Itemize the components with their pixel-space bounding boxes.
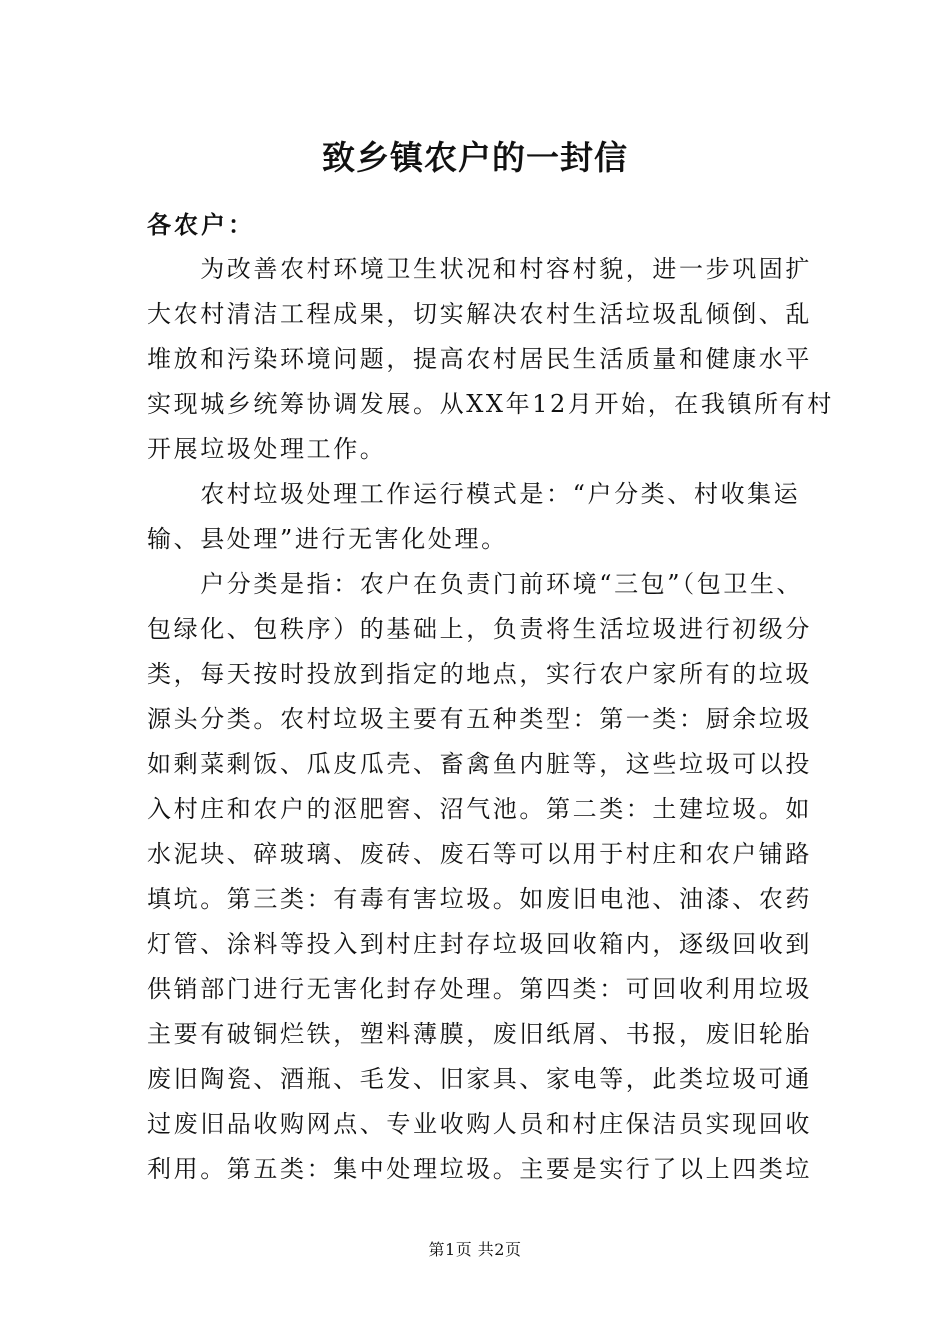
body-line: 利用。第五类：集中处理垃圾。主要是实行了以上四类垃 [147, 1155, 812, 1183]
body-line: 灯管、涂料等投入到村庄封存垃圾回收箱内，逐级回收到 [147, 930, 812, 958]
body-line: 为改善农村环境卫生状况和村容村貌，进一步巩固扩 [147, 255, 812, 283]
body-line: 大农村清洁工程成果，切实解决农村生活垃圾乱倾倒、乱 [147, 300, 812, 328]
body-line: 填坑。第三类：有毒有害垃圾。如废旧电池、油漆、农药 [147, 885, 812, 913]
document-title: 致乡镇农户的一封信 [322, 138, 628, 177]
body-line: 包绿化、包秩序）的基础上，负责将生活垃圾进行初级分 [147, 615, 812, 643]
body-line: 户分类是指：农户在负责门前环境“三包”（包卫生、 [147, 570, 804, 598]
greeting: 各农户： [147, 210, 255, 239]
body-line: 类，每天按时投放到指定的地点，实行农户家所有的垃圾 [147, 660, 812, 688]
body-line: 源头分类。农村垃圾主要有五种类型：第一类：厨余垃圾 [147, 705, 812, 733]
body-line: 堆放和污染环境问题，提高农村居民生活质量和健康水平 [147, 345, 812, 373]
body-line: 如剩菜剩饭、瓜皮瓜壳、畜禽鱼内脏等，这些垃圾可以投 [147, 750, 812, 778]
body-line: 入村庄和农户的沤肥窖、沼气池。第二类：土建垃圾。如 [147, 795, 812, 823]
body-line: 废旧陶瓷、酒瓶、毛发、旧家具、家电等，此类垃圾可通 [147, 1065, 812, 1093]
body-line: 开展垃圾处理工作。 [147, 435, 387, 463]
body-line: 主要有破铜烂铁，塑料薄膜，废旧纸屑、书报，废旧轮胎 [147, 1020, 812, 1048]
body-line: 供销部门进行无害化封存处理。第四类：可回收利用垃圾 [147, 975, 812, 1003]
page-number: 第1页 共2页 [428, 1240, 522, 1259]
body-line: 农村垃圾处理工作运行模式是：“户分类、村收集运 [147, 480, 801, 508]
body-line: 水泥块、碎玻璃、废砖、废石等可以用于村庄和农户铺路 [147, 840, 812, 868]
body-line: 过废旧品收购网点、专业收购人员和村庄保洁员实现回收 [147, 1110, 812, 1138]
body-line: 实现城乡统筹协调发展。从XX年12月开始，在我镇所有村 [147, 390, 834, 418]
body-line: 输、县处理”进行无害化处理。 [147, 525, 508, 553]
